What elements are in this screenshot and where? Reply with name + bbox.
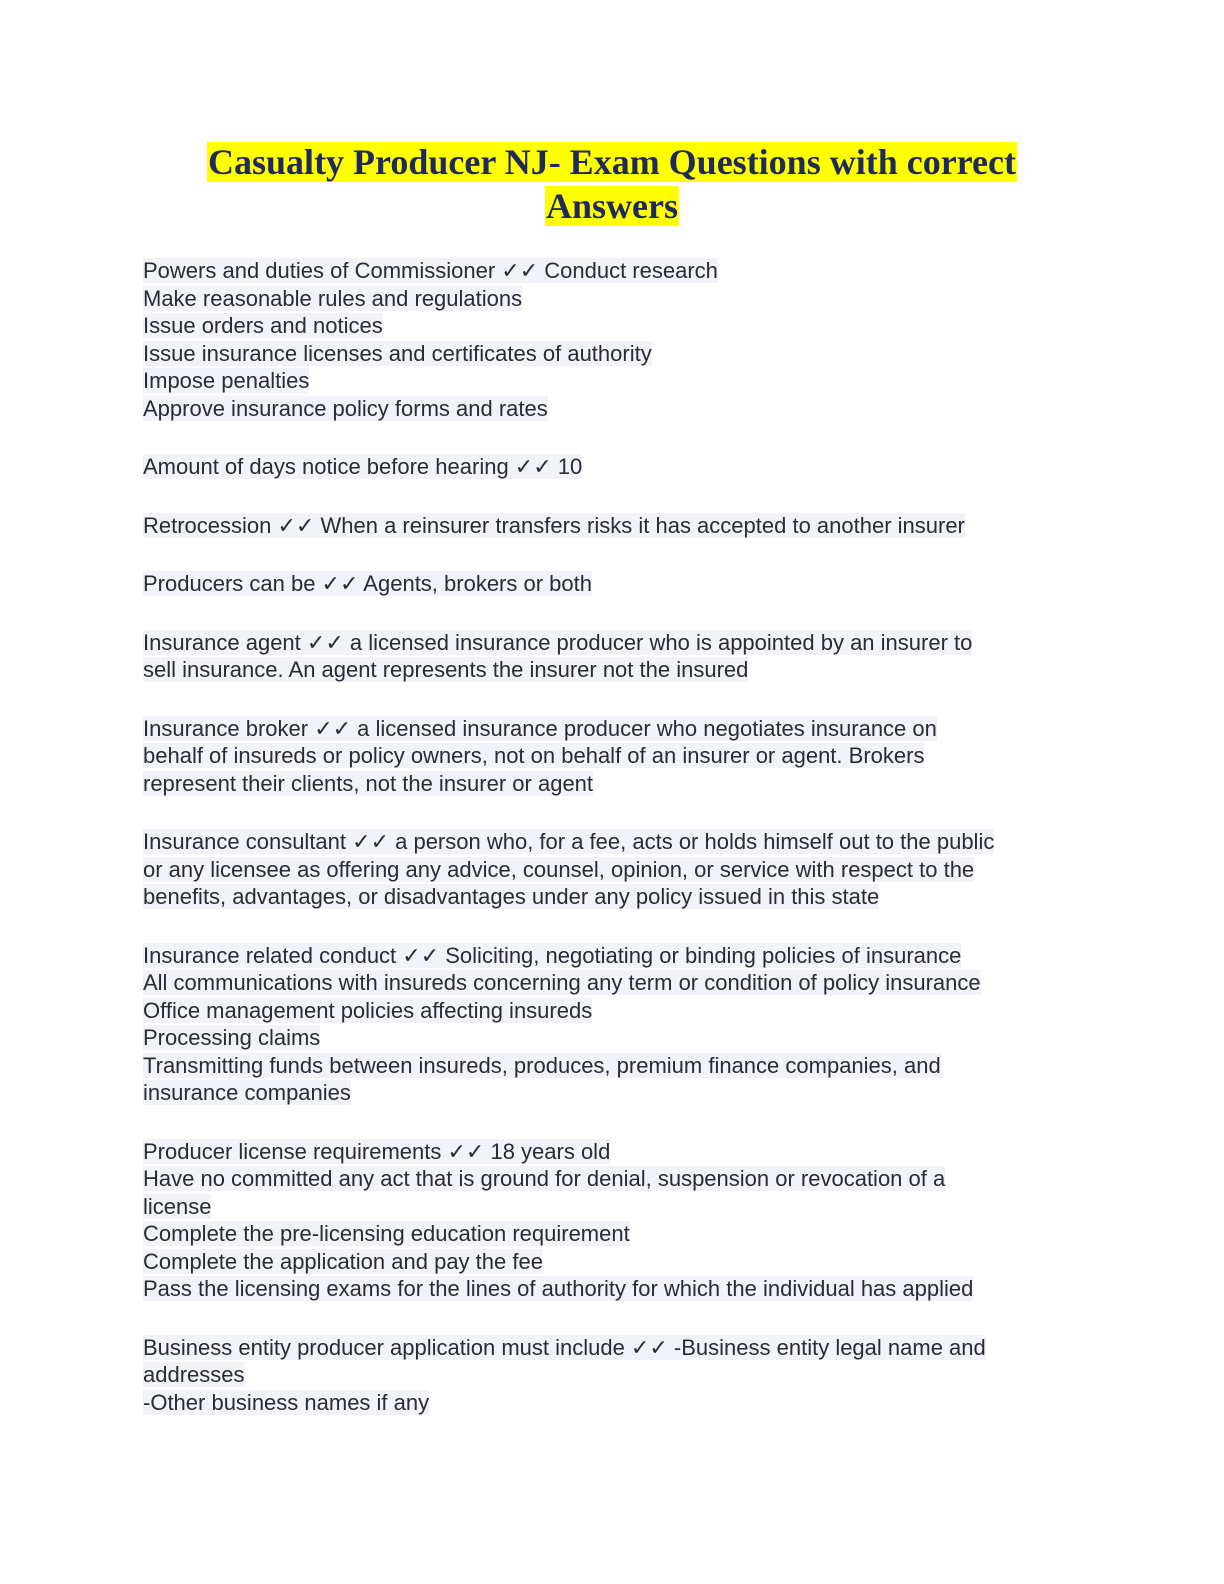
qa-line: Transmitting funds between insureds, produces, premium finance companies, and (143, 1052, 941, 1078)
qa-line: Business entity producer application must include ✓✓ -Business entity legal name and (143, 1334, 986, 1360)
qa-item-insurance-consultant (143, 828, 1083, 911)
qa-item-commissioner-powers (143, 257, 1083, 422)
qa-line: addresses (143, 1362, 245, 1387)
qa-item-insurance-agent (143, 629, 1083, 684)
qa-item-business-entity (143, 1334, 1083, 1417)
qa-line: Producers can be ✓✓ Agents, brokers or both (143, 571, 592, 596)
qa-line: or any licensee as offering any advice, counsel, opinion, or service with respect to the (143, 856, 975, 882)
qa-line: Amount of days notice before hearing ✓✓ 10 (143, 454, 583, 479)
qa-item-retrocession (143, 512, 1083, 540)
qa-line: Make reasonable rules and regulations (143, 285, 523, 311)
qa-line: sell insurance. An agent represents the insurer not the insured (143, 657, 749, 682)
qa-item-insurance-broker (143, 715, 1083, 798)
qa-item-related-conduct (143, 942, 1083, 1107)
qa-line: Producer license requirements ✓✓ 18 years old (143, 1138, 611, 1164)
qa-item-hearing-notice (143, 453, 1083, 481)
qa-line: Insurance agent ✓✓ a licensed insurance producer who is appointed by an insurer to (143, 629, 973, 655)
qa-item-license-requirements (143, 1138, 1083, 1303)
qa-line: Issue orders and notices (143, 313, 383, 338)
qa-line: behalf of insureds or policy owners, not on behalf of an insurer or agent. Brokers (143, 743, 925, 768)
qa-line: benefits, advantages, or disadvantages under any policy issued in this state (143, 884, 880, 909)
qa-line: Retrocession ✓✓ When a reinsurer transfers risks it has accepted to another insurer (143, 512, 965, 538)
qa-line: Processing claims (143, 1025, 321, 1050)
qa-line: Complete the application and pay the fee (143, 1248, 543, 1274)
qa-item-producers (143, 570, 1083, 598)
qa-line: Issue insurance licenses and certificates of authority (143, 340, 652, 366)
qa-line: Impose penalties (143, 368, 310, 393)
qa-line: Insurance broker ✓✓ a licensed insurance producer who negotiates insurance on (143, 715, 937, 741)
qa-line: All communications with insureds concerning any term or condition of policy insurance (143, 970, 981, 995)
qa-line: Powers and duties of Commissioner ✓✓ Conduct research (143, 258, 718, 283)
qa-line: license (143, 1193, 212, 1219)
qa-line: insurance companies (143, 1080, 351, 1105)
qa-line: Insurance related conduct ✓✓ Soliciting, negotiating or binding policies of insurance (143, 942, 962, 968)
qa-line: Insurance consultant ✓✓ a person who, for a fee, acts or holds himself out to the public (143, 829, 995, 854)
qa-line: Office management policies affecting insureds (143, 997, 593, 1023)
title-line-2: Answers (546, 186, 678, 226)
qa-line: Approve insurance policy forms and rates (143, 395, 548, 421)
qa-line: Complete the pre-licensing education requirement (143, 1221, 630, 1246)
qa-list (143, 257, 1083, 1447)
qa-line: Pass the licensing exams for the lines of authority for which the individual has applied (143, 1276, 974, 1301)
qa-line: Have no committed any act that is ground for denial, suspension or revocation of a (143, 1166, 946, 1191)
title-line-1: Casualty Producer NJ- Exam Questions with correct (208, 142, 1016, 182)
qa-line: represent their clients, not the insurer or agent (143, 770, 594, 796)
document-title (0, 140, 1224, 228)
qa-line: -Other business names if any (143, 1389, 430, 1415)
